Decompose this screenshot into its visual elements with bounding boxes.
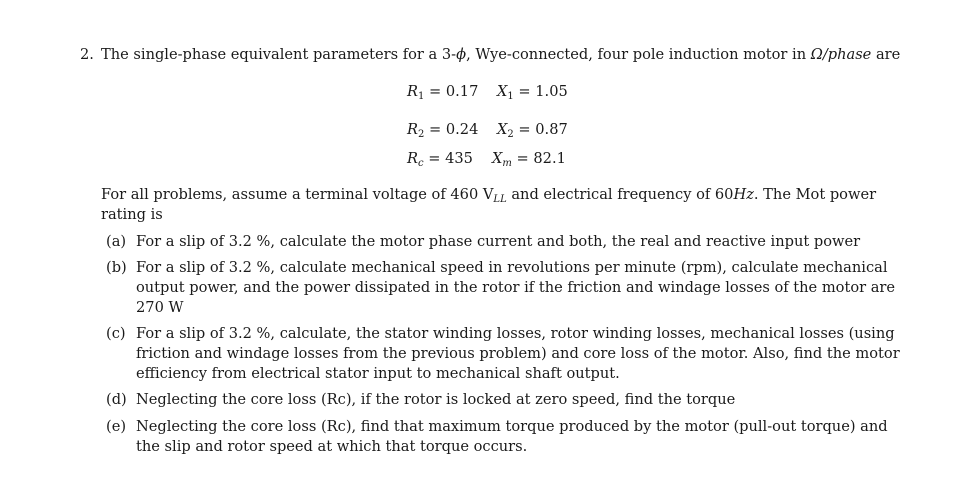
param-row-2	[0, 120, 980, 140]
part-label: (d)	[106, 391, 127, 408]
param-rc: $R_c = 435$	[407, 150, 473, 169]
intro-text-1: The single-phase equivalent parameters for a 3-	[101, 46, 457, 63]
problem-number: 2.	[80, 46, 94, 63]
problem-intro	[101, 45, 901, 65]
part-label: (b)	[106, 259, 127, 276]
param-r2: $R_2 = 0.24$	[407, 121, 479, 140]
part-label: (e)	[106, 418, 127, 435]
intro-text-3: are	[871, 46, 901, 63]
part-label: (c)	[106, 325, 126, 342]
param-r1: $R_1 = 0.17$	[407, 83, 479, 102]
part-text: For a slip of 3.2 %, calculate, the stator winding losses, rotor winding losses, mechanical losses (using friction and windage losses from the previous problem) and core loss of the motor. Also, find the motor efficiency from electrical stator input to mechanical shaft output.	[136, 325, 900, 382]
part-text: For a slip of 3.2 %, calculate the motor phase current and both, the real and reactive input power	[136, 233, 861, 250]
part-label: (a)	[106, 233, 127, 250]
param-x1: $X_1 = 1.05$	[497, 83, 568, 102]
assumption-line-2: rating is	[101, 206, 163, 223]
param-xm: $X_m = 82.1$	[492, 150, 566, 169]
assumption-line-1: For all problems, assume a terminal voltage of 460 $V_{LL}$ and electrical frequency of 60Hz. The Mot power	[101, 186, 877, 205]
param-row-3	[0, 149, 980, 169]
part-text: Neglecting the core loss (Rc), if the rotor is locked at zero speed, find the torque	[136, 391, 736, 408]
assumption-paragraph	[101, 185, 881, 225]
intro-text-2: , Wye-connected, four pole induction motor in	[466, 46, 811, 63]
ohm-per-phase-unit: Ω/phase	[810, 46, 872, 63]
param-row-1	[0, 82, 980, 102]
part-text: For a slip of 3.2 %, calculate mechanical speed in revolutions per minute (rpm), calculate mechanical output power, and the power dissipated in the rotor if the friction and windage losses of the motor are 270 W	[136, 259, 896, 316]
phi-symbol: ϕ	[456, 46, 467, 63]
part-text: Neglecting the core loss (Rc), find that maximum torque produced by the motor (pull-out torque) and the slip and rotor speed at which that torque occurs.	[136, 418, 888, 455]
param-x2: $X_2 = 0.87$	[497, 121, 568, 140]
